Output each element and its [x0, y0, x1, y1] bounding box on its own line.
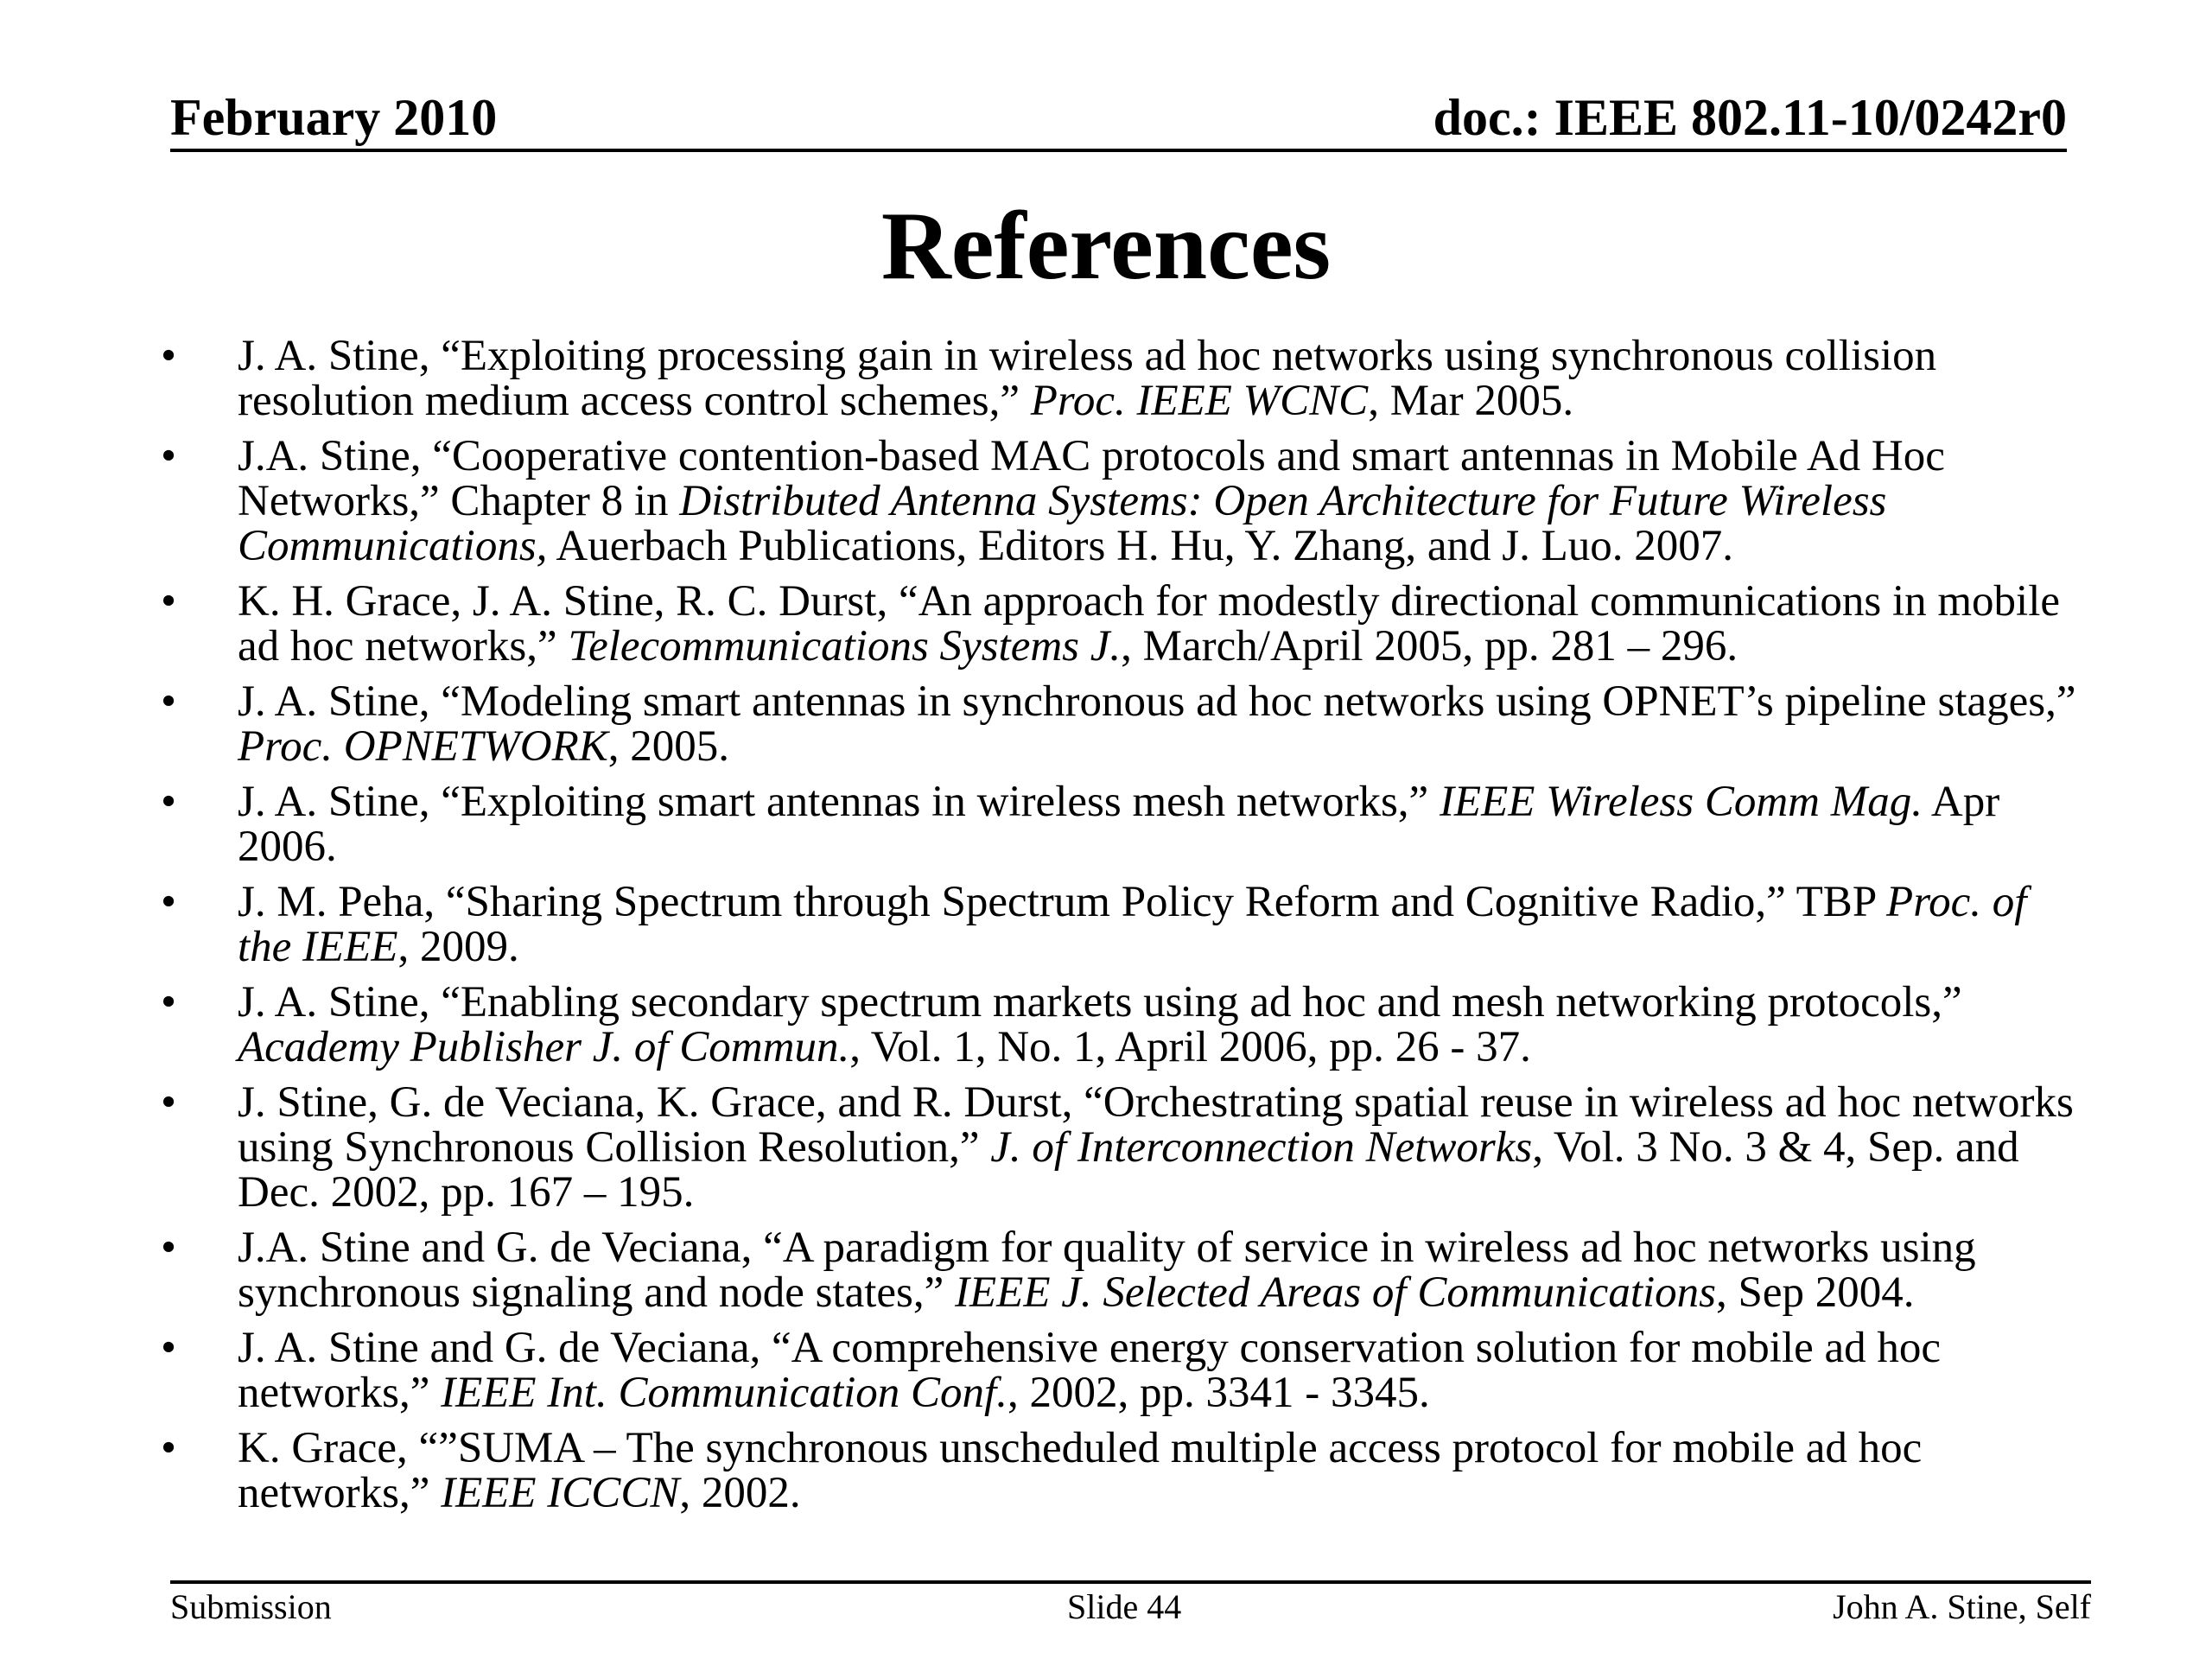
reference-item [151, 434, 2087, 569]
reference-tail: , 2009. [397, 923, 519, 971]
reference-venue: IEEE ICCCN [441, 1469, 680, 1517]
reference-text: J. Stine, G. de Veciana, K. Grace, and R. Durst, “Orchestrating spatial reuse in wireless ad hoc networks using Synchronous Collision Resolution,” [238, 1078, 2074, 1172]
reference-item [151, 1325, 2087, 1415]
bullet-icon: • [161, 978, 176, 1027]
reference-text: K. Grace, “”SUMA – The synchronous unscheduled multiple access protocol for mobile ad hoc networks,” [238, 1424, 1923, 1517]
reference-text: J. M. Peha, “Sharing Spectrum through Spectrum Policy Reform and Cognitive Radio,” TBP [238, 878, 1887, 926]
bullet-icon: • [161, 1424, 176, 1472]
reference-tail: , Sep 2004. [1716, 1268, 1915, 1317]
bullet-icon: • [161, 878, 176, 926]
reference-tail: , Vol. 1, No. 1, April 2006, pp. 26 - 37. [849, 1023, 1531, 1071]
bullet-icon: • [161, 1224, 176, 1272]
reference-tail: , Mar 2005. [1368, 377, 1574, 425]
page-title: References [880, 193, 1332, 300]
reference-venue: Proc. of the IEEE [238, 878, 2027, 971]
reference-item [151, 1225, 2087, 1315]
reference-venue: Telecommunications Systems J. [568, 622, 1122, 671]
bullet-icon: • [161, 332, 176, 380]
reference-text: J. A. Stine, “Enabling secondary spectrum markets using ad hoc and mesh networking protocols,” [238, 978, 1962, 1027]
references-list [151, 334, 2087, 1526]
header-doc-id: doc.: IEEE 802.11-10/0242r0 [1433, 89, 2067, 146]
reference-tail: , 2002. [679, 1469, 801, 1517]
footer-slide-number: Slide 44 [1067, 1587, 1182, 1626]
reference-tail: Apr 2006. [238, 778, 2000, 871]
reference-tail: Auerbach Publications, Editors H. Hu, Y. Zhang, and J. Luo. 2007. [547, 522, 1734, 570]
footer-divider [170, 1580, 2091, 1584]
reference-venue: Academy Publisher J. of Commun. [238, 1023, 850, 1071]
reference-text: J. A. Stine, “Exploiting smart antennas in wireless mesh networks,” [238, 778, 1440, 826]
reference-text: J. A. Stine and G. de Veciana, “A comprehensive energy conservation solution for mobile ad hoc networks,” [238, 1324, 1942, 1417]
bullet-icon: • [161, 577, 176, 626]
reference-item [151, 1426, 2087, 1516]
reference-tail: , Vol. 3 No. 3 & 4, Sep. and Dec. 2002, pp. 167 – 195. [238, 1123, 2019, 1217]
reference-item [151, 679, 2087, 769]
reference-text: J.A. Stine and G. de Veciana, “A paradigm for quality of service in wireless ad hoc networks using synchronous signaling and node states,” [238, 1224, 1976, 1317]
footer-author: John A. Stine, Self [1833, 1587, 2091, 1626]
reference-item [151, 1080, 2087, 1215]
reference-venue: IEEE Wireless Comm Mag. [1439, 778, 1923, 826]
footer-submission: Submission [170, 1587, 332, 1626]
reference-item [151, 334, 2087, 423]
reference-venue: IEEE Int. Communication Conf. [441, 1369, 1007, 1417]
slide-header [170, 86, 2067, 152]
reference-text: K. H. Grace, J. A. Stine, R. C. Durst, “An approach for modestly directional communications in mobile ad hoc networks,” [238, 577, 2061, 671]
reference-tail: , March/April 2005, pp. 281 – 296. [1121, 622, 1738, 671]
bullet-icon: • [161, 778, 176, 826]
reference-venue: J. of Interconnection Networks [990, 1123, 1533, 1172]
reference-item [151, 579, 2087, 669]
reference-tail: , 2002, pp. 3341 - 3345. [1007, 1369, 1430, 1417]
reference-item [151, 980, 2087, 1070]
reference-venue: Distributed Antenna Systems: Open Architecture for Future Wireless Communications, [238, 477, 1887, 570]
header-date: February 2010 [170, 89, 498, 146]
bullet-icon: • [161, 1078, 176, 1127]
bullet-icon: • [161, 1324, 176, 1372]
reference-venue: IEEE J. Selected Areas of Communications [955, 1268, 1717, 1317]
reference-item [151, 880, 2087, 969]
bullet-icon: • [161, 432, 176, 480]
bullet-icon: • [161, 677, 176, 726]
reference-text: J. A. Stine, “Modeling smart antennas in synchronous ad hoc networks using OPNET’s pipeline stages,” [238, 677, 2076, 726]
reference-text: J. A. Stine, “Exploiting processing gain in wireless ad hoc networks using synchronous collision resolution medium access control schemes,” [238, 332, 1937, 425]
reference-text: J.A. Stine, “Cooperative contention-based MAC protocols and smart antennas in Mobile Ad Hoc Networks,” Chapter 8 in [238, 432, 1945, 525]
reference-item [151, 779, 2087, 869]
reference-tail: , 2005. [607, 722, 729, 771]
reference-venue: Proc. IEEE WCNC [1030, 377, 1369, 425]
reference-venue: Proc. OPNETWORK [238, 722, 608, 771]
